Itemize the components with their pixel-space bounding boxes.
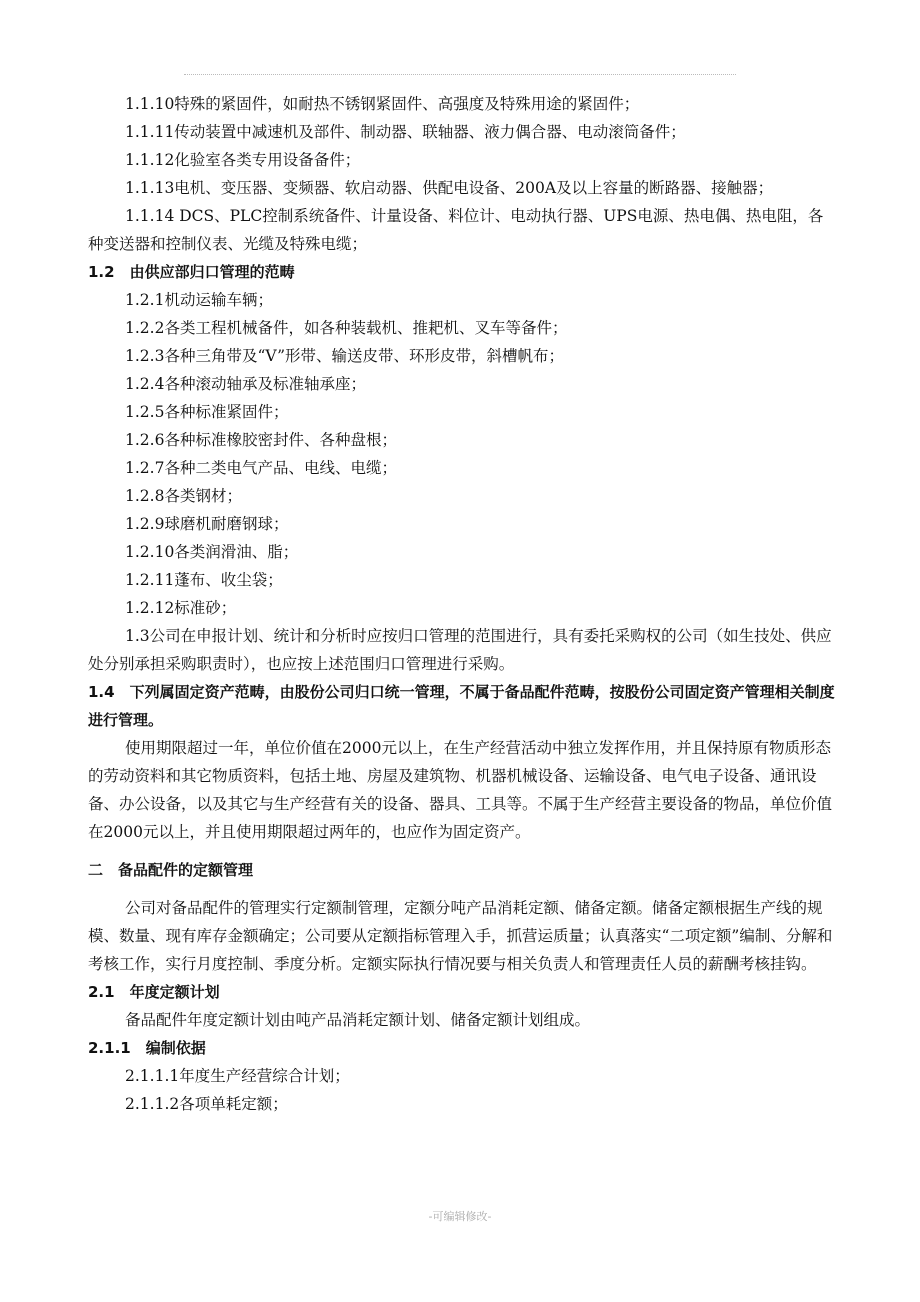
clause-1-2-9: 1.2.9球磨机耐磨钢球；: [125, 515, 289, 533]
clause-1-2-6: 1.2.6各种标准橡胶密封件、各种盘根；: [125, 431, 397, 449]
heading-2-1: 2.1 年度定额计划: [88, 983, 220, 1001]
clause-1-2-10: 1.2.10各类润滑油、脂；: [125, 543, 299, 561]
clause-1-1-10: 1.1.10特殊的紧固件，如耐热不锈钢紧固件、高强度及特殊用途的紧固件；: [125, 95, 640, 113]
clause-1-3: 1.3公司在申报计划、统计和分析时应按归口管理的范围进行，具有委托采购权的公司（如生技处、供应处分别承担采购职责时），也应按上述范围归口管理进行采购。: [88, 627, 832, 673]
clause-1-1-14: 1.1.14 DCS、PLC控制系统备件、计量设备、料位计、电动执行器、UPS电源、热电偶、热电阻，各种变送器和控制仪表、光缆及特殊电缆；: [88, 207, 824, 253]
clause-1-2-5: 1.2.5各种标准紧固件；: [125, 403, 289, 421]
fixed-asset-definition: 使用期限超过一年，单位价值在2000元以上，在生产经营活动中独立发挥作用，并且保持原有物质形态的劳动资料和其它物质资料，包括土地、房屋及建筑物、机器机械设备、运输设备、电气电子设备、通讯设备、办公设备，以及其它与生产经营有关的设备、器具、工具等。不属于生产经营主要设备的物品，单位价值在2000元以上，并且使用期限超过两年的，也应作为固定资产。: [88, 739, 833, 841]
quota-management-paragraph: 公司对备品配件的管理实行定额制管理，定额分吨产品消耗定额、储备定额。储备定额根据生产线的规模、数量、现有库存金额确定；公司要从定额指标管理入手，抓营运质量；认真落实“二项定额”编制、分解和考核工作，实行月度控制、季度分析。定额实际执行情况要与相关负责人和管理责任人员的薪酬考核挂钩。: [88, 899, 833, 973]
document-body: [88, 90, 836, 1118]
clause-1-2-1: 1.2.1机动运输车辆；: [125, 291, 273, 309]
clause-1-1-11: 1.1.11传动装置中减速机及部件、制动器、联轴器、液力偶合器、电动滚筒备件；: [125, 123, 686, 141]
clause-1-1-12: 1.1.12化验室各类专用设备备件；: [125, 151, 361, 169]
clause-1-2-12: 1.2.12标准砂；: [125, 599, 237, 617]
clause-1-2-11: 1.2.11蓬布、收尘袋；: [125, 571, 283, 589]
clause-1-2-2: 1.2.2各类工程机械备件，如各种装载机、推耙机、叉车等备件；: [125, 319, 568, 337]
annual-plan-paragraph: 备品配件年度定额计划由吨产品消耗定额计划、储备定额计划组成。: [125, 1011, 591, 1029]
clause-2-1-1-2: 2.1.1.2各项单耗定额；: [125, 1095, 288, 1113]
header-rule: [184, 74, 736, 75]
section-heading-2: 二 备品配件的定额管理: [88, 861, 254, 879]
heading-1-2: 1.2 由供应部归口管理的范畴: [88, 263, 295, 281]
clause-1-2-8: 1.2.8各类钢材；: [125, 487, 242, 505]
clause-2-1-1-1: 2.1.1.1年度生产经营综合计划；: [125, 1067, 350, 1085]
clause-1-2-4: 1.2.4各种滚动轴承及标准轴承座；: [125, 375, 366, 393]
heading-2-1-1: 2.1.1 编制依据: [88, 1039, 206, 1057]
clause-1-2-7: 1.2.7各种二类电气产品、电线、电缆；: [125, 459, 397, 477]
clause-1-1-13: 1.1.13电机、变压器、变频器、软启动器、供配电设备、200A及以上容量的断路器、接触器；: [125, 179, 774, 197]
clause-1-2-3: 1.2.3各种三角带及“V”形带、输送皮带、环形皮带，斜槽帆布；: [125, 347, 565, 365]
heading-1-4: 1.4 下列属固定资产范畴，由股份公司归口统一管理，不属于备品配件范畴，按股份公司固定资产管理相关制度进行管理。: [88, 683, 835, 729]
page-footer: -可编辑修改-: [428, 1210, 492, 1223]
